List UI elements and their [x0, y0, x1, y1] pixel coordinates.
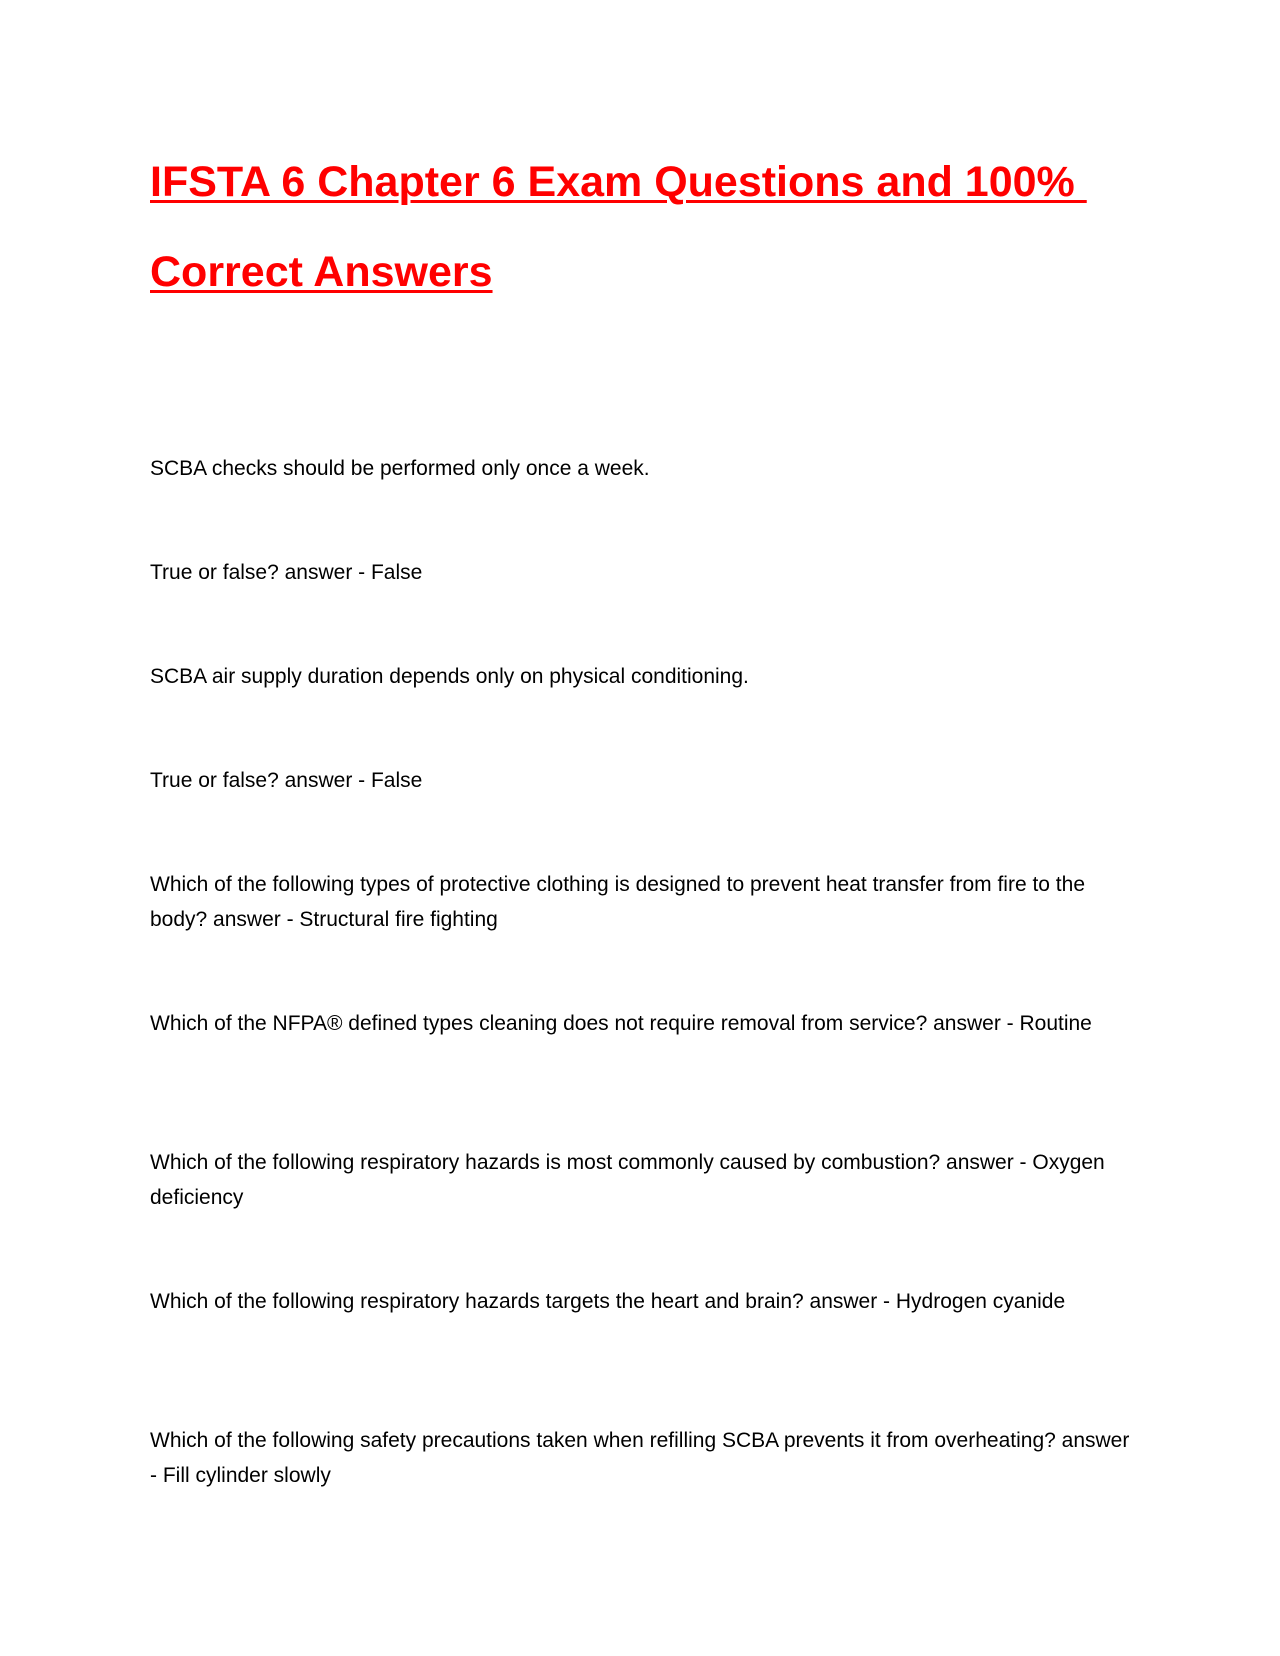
document-title-line-2: Correct Answers [150, 248, 493, 296]
question-answer-paragraph: Which of the following respiratory hazards targets the heart and brain? answer - Hydrogen cyanide [150, 1290, 1066, 1313]
question-answer-paragraph: Which of the following safety precautions taken when refilling SCBA prevents it from overheating? answer - Fill cylinder slowly [150, 1429, 1130, 1487]
question-answer-paragraph: Which of the following respiratory hazards is most commonly caused by combustion? answer - Oxygen deficiency [150, 1151, 1105, 1209]
question-answer-paragraph: Which of the NFPA® defined types cleaning does not require removal from service? answer - Routine [150, 1012, 1092, 1035]
question-answer-paragraph: Which of the following types of protective clothing is designed to prevent heat transfer from fire to the body? answer - Structural fire fighting [150, 873, 1085, 931]
question-paragraph: SCBA checks should be performed only once a week. [150, 457, 650, 480]
answer-paragraph: True or false? answer - False [150, 769, 423, 792]
document-title-line-1: IFSTA 6 Chapter 6 Exam Questions and 100% [150, 158, 1087, 206]
answer-paragraph: True or false? answer - False [150, 561, 423, 584]
question-paragraph: SCBA air supply duration depends only on physical conditioning. [150, 665, 749, 688]
